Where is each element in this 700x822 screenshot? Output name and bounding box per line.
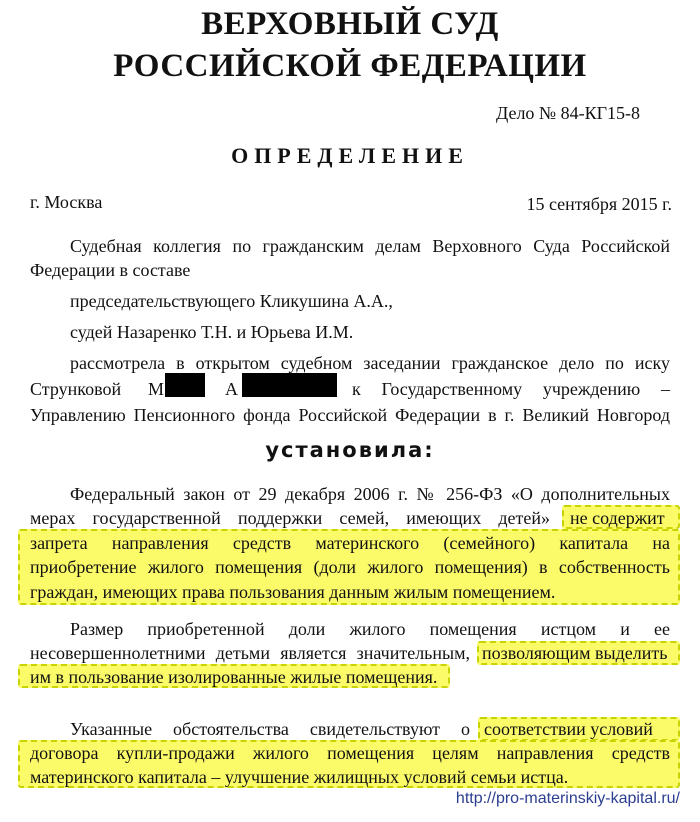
plaintiff-initial-m: М <box>148 379 165 399</box>
plaintiff-surname: Струнковой <box>30 379 122 399</box>
date: 15 сентября 2015 г. <box>526 194 672 214</box>
para1-line3: запрета направления средств материнского (семейного) капитала на <box>30 533 670 553</box>
para2-line2: несовершеннолетними детьми является значительным, <box>30 643 470 663</box>
para2-line1: Размер приобретенной доли жилого помещения истцом и ее <box>70 619 670 639</box>
para1-line2: мерах государственной поддержки семей, имеющих детей» <box>30 508 550 528</box>
para2-line3: им в пользование изолированные жилые помещения. <box>30 667 438 687</box>
judges: судей Назаренко Т.Н. и Юрьева И.М. <box>70 322 354 342</box>
para1-line1: Федеральный закон от 29 декабря 2006 г. № 256-ФЗ «О дополнительных <box>70 484 670 504</box>
redaction-first-name <box>165 373 205 397</box>
para1-line5: граждан, имеющих права пользования данным жилым помещением. <box>30 582 556 602</box>
plaintiff-initial-a: А <box>225 379 238 399</box>
intro-line4-rest: к Государственному учреждению – <box>352 379 670 399</box>
intro-line2: Федерации в составе <box>30 260 191 280</box>
redaction-patronymic <box>242 373 337 397</box>
established-heading: установила: <box>265 438 435 462</box>
para3-line2: договора купли-продажи жилого помещения целям направления средств <box>30 743 670 763</box>
document-title: ОПРЕДЕЛЕНИЕ <box>231 143 469 168</box>
para1-line4: приобретение жилого помещения (доли жилого помещения) в собственность <box>30 557 670 577</box>
court-name-line1: ВЕРХОВНЫЙ СУД <box>201 6 499 42</box>
para3-line1: Указанные обстоятельства свидетельствуют о <box>70 719 470 739</box>
court-name-line2: РОССИЙСКОЙ ФЕДЕРАЦИИ <box>113 48 587 84</box>
source-link[interactable]: http://pro-materinskiy-kapital.ru/ <box>455 790 680 807</box>
place: г. Москва <box>30 192 103 212</box>
intro-line3: рассмотрела в открытом судебном заседании гражданское дело по иску <box>70 353 670 373</box>
intro-line5: Управлению Пенсионного фонда Российской Федерации в г. Великий Новгород <box>30 405 670 425</box>
chairperson: председательствующего Кликушина А.А., <box>70 291 393 311</box>
para3-line1-highlighted: соответствии условий <box>484 719 653 739</box>
intro-line1: Судебная коллегия по гражданским делам Верховного Суда Российской <box>70 236 670 256</box>
case-number: Дело № 84-КГ15-8 <box>495 103 640 123</box>
para3-line3: материнского капитала – улучшение жилищных условий семьи истца. <box>30 767 569 787</box>
para2-line2-highlighted: позволяющим выделить <box>482 643 668 663</box>
para1-line2-highlighted: не содержит <box>570 508 665 528</box>
